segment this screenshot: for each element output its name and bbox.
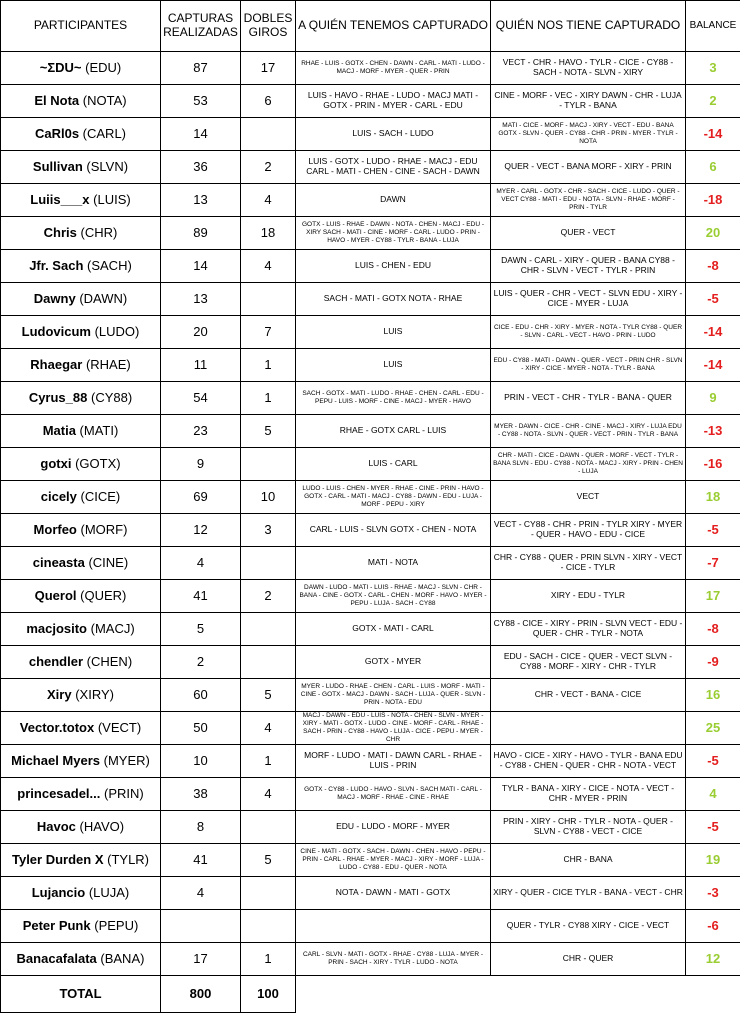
table-row xyxy=(1,580,740,613)
captured-us-cell: EDU - SACH - CICE - QUER - VECT SLVN - CY88 - MORF - XIRY - CHR - TYLR xyxy=(491,646,686,679)
doubles-cell: 7 xyxy=(241,316,296,349)
captures-cell: 11 xyxy=(161,349,241,382)
captures-cell: 13 xyxy=(161,283,241,316)
table-row xyxy=(1,349,740,382)
we-captured-cell: SACH - MATI - GOTX NOTA - RHAE xyxy=(296,283,491,316)
participant-name: Luiis___x xyxy=(30,192,89,207)
balance-cell: 9 xyxy=(686,382,740,415)
participant-name-cell xyxy=(1,613,161,646)
we-captured-cell: GOTX - MYER xyxy=(296,646,491,679)
table-row xyxy=(1,52,740,85)
captured-us-cell: CHR - BANA xyxy=(491,844,686,877)
we-captured-cell: MYER - LUDO - RHAE - CHEN - CARL - LUIS - MORF - MATI - CINE - GOTX - MACJ - DAWN - SACH - LUJA - QUER - SLVN - PRIN - NOTA - EDU xyxy=(296,679,491,712)
table-row xyxy=(1,184,740,217)
doubles-cell xyxy=(241,613,296,646)
doubles-cell: 4 xyxy=(241,250,296,283)
table-row xyxy=(1,118,740,151)
header-doubles: DOBLES GIROS xyxy=(241,1,296,52)
table-row xyxy=(1,316,740,349)
captured-us-cell: PRIN - XIRY - CHR - TYLR - NOTA - QUER - SLVN - CY88 - VECT - CICE xyxy=(491,811,686,844)
balance-cell: -8 xyxy=(686,250,740,283)
participant-code: (SACH) xyxy=(87,258,132,273)
balance-cell: -7 xyxy=(686,547,740,580)
participant-code: (PEPU) xyxy=(94,918,138,933)
we-captured-cell: CARL - LUIS - SLVN GOTX - CHEN - NOTA xyxy=(296,514,491,547)
balance-cell: 16 xyxy=(686,679,740,712)
total-captures: 800 xyxy=(161,976,241,1013)
table-row xyxy=(1,943,740,976)
captured-us-cell xyxy=(491,712,686,745)
balance-cell: -5 xyxy=(686,514,740,547)
captured-us-cell: CICE - EDU - CHR - XIRY - MYER - NOTA - TYLR CY88 - QUER - SLVN - CARL - VECT - HAVO - PRIN - LUDO xyxy=(491,316,686,349)
captured-us-cell: MYER - DAWN - CICE - CHR - CINE - MACJ - XIRY - LUJA EDU - CY88 - NOTA - SLVN - QUER - VECT - PRIN - TYLR - BANA xyxy=(491,415,686,448)
table-row xyxy=(1,745,740,778)
participant-name-cell xyxy=(1,250,161,283)
participant-code: (MATI) xyxy=(80,423,119,438)
balance-cell: -14 xyxy=(686,316,740,349)
we-captured-cell: GOTX - LUIS - RHAE - DAWN - NOTA - CHEN - MACJ - EDU - XIRY SACH - MATI - CINE - MORF - CARL - LUDO - PRIN - HAVO - MYER - CY88 - TYLR - BANA - LUJA xyxy=(296,217,491,250)
captures-cell: 50 xyxy=(161,712,241,745)
we-captured-cell: DAWN - LUDO - MATI - LUIS - RHAE - MACJ - SLVN - CHR - BANA - CINE - GOTX - CARL - CHEN - MORF - HAVO - MYER - PEPU - LUJA - SACH - CY88 xyxy=(296,580,491,613)
participant-name: princesadel... xyxy=(17,786,100,801)
doubles-cell: 17 xyxy=(241,52,296,85)
participant-code: (XIRY) xyxy=(75,687,114,702)
table-row xyxy=(1,877,740,910)
we-captured-cell: MORF - LUDO - MATI - DAWN CARL - RHAE - LUIS - PRIN xyxy=(296,745,491,778)
doubles-cell: 1 xyxy=(241,943,296,976)
we-captured-cell: GOTX - CY88 - LUDO - HAVO - SLVN - SACH MATI - CARL - MACJ - MORF - RHAE - CINE - RHAE xyxy=(296,778,491,811)
table-body xyxy=(1,52,740,976)
participant-code: (LUJA) xyxy=(89,885,129,900)
participant-name: Morfeo xyxy=(34,522,77,537)
captured-us-cell: CY88 - CICE - XIRY - PRIN - SLVN VECT - EDU - QUER - CHR - TYLR - NOTA xyxy=(491,613,686,646)
captured-us-cell: CHR - CY88 - QUER - PRIN SLVN - XIRY - VECT - CICE - TYLR xyxy=(491,547,686,580)
table-row xyxy=(1,283,740,316)
captured-us-cell: EDU - CY88 - MATI - DAWN - QUER - VECT - PRIN CHR - SLVN - XIRY - CICE - MYER - NOTA - TYLR - BANA xyxy=(491,349,686,382)
doubles-cell: 10 xyxy=(241,481,296,514)
captured-us-cell: PRIN - VECT - CHR - TYLR - BANA - QUER xyxy=(491,382,686,415)
participant-name-cell xyxy=(1,877,161,910)
participant-name-cell xyxy=(1,448,161,481)
participant-code: (HAVO) xyxy=(80,819,125,834)
doubles-cell: 6 xyxy=(241,85,296,118)
header-captured-by-us: A QUIÉN TENEMOS CAPTURADO xyxy=(296,1,491,52)
captured-us-cell: MATI - CICE - MORF - MACJ - XIRY - VECT - EDU - BANA GOTX - SLVN - QUER - CY88 - CHR - PRIN - MYER - TYLR - NOTA xyxy=(491,118,686,151)
balance-cell: -13 xyxy=(686,415,740,448)
table-row xyxy=(1,217,740,250)
captures-cell: 54 xyxy=(161,382,241,415)
participant-name: Havoc xyxy=(37,819,76,834)
participant-name: Sullivan xyxy=(33,159,83,174)
captures-cell: 4 xyxy=(161,547,241,580)
participant-name: Banacafalata xyxy=(17,951,97,966)
we-captured-cell: RHAE - LUIS - GOTX - CHEN - DAWN - CARL - MATI - LUDO - MACJ - MORF - MYER - QUER - PRIN xyxy=(296,52,491,85)
we-captured-cell: LUIS - GOTX - LUDO - RHAE - MACJ - EDU CARL - MATI - CHEN - CINE - SACH - DAWN xyxy=(296,151,491,184)
we-captured-cell: CARL - SLVN - MATI - GOTX - RHAE - CY88 - LUJA - MYER - PRIN - SACH - XIRY - TYLR - LUDO - NOTA xyxy=(296,943,491,976)
participant-name: Cyrus_88 xyxy=(29,390,88,405)
participant-name-cell xyxy=(1,514,161,547)
participant-name: ~ΣDU~ xyxy=(40,60,82,75)
participant-code: (PRIN) xyxy=(104,786,144,801)
we-captured-cell: LUIS xyxy=(296,349,491,382)
participant-name-cell xyxy=(1,316,161,349)
captures-cell: 9 xyxy=(161,448,241,481)
captured-us-cell: XIRY - EDU - TYLR xyxy=(491,580,686,613)
table-row xyxy=(1,778,740,811)
participant-code: (TYLR) xyxy=(107,852,149,867)
balance-cell: -8 xyxy=(686,613,740,646)
table-row xyxy=(1,811,740,844)
captures-cell: 14 xyxy=(161,250,241,283)
captures-cell: 41 xyxy=(161,580,241,613)
captures-cell: 87 xyxy=(161,52,241,85)
doubles-cell: 4 xyxy=(241,184,296,217)
doubles-cell xyxy=(241,910,296,943)
captures-cell: 17 xyxy=(161,943,241,976)
participant-code: (GOTX) xyxy=(75,456,121,471)
participant-name: Ludovicum xyxy=(22,324,91,339)
participant-name-cell xyxy=(1,712,161,745)
balance-cell: 18 xyxy=(686,481,740,514)
participant-name-cell xyxy=(1,745,161,778)
table-row xyxy=(1,151,740,184)
captures-cell: 5 xyxy=(161,613,241,646)
we-captured-cell: LUIS - CHEN - EDU xyxy=(296,250,491,283)
participant-name-cell xyxy=(1,415,161,448)
participant-name: chendler xyxy=(29,654,83,669)
participant-name-cell xyxy=(1,118,161,151)
participant-name-cell xyxy=(1,382,161,415)
we-captured-cell: MACJ - DAWN - EDU - LUIS - NOTA - CHEN - SLVN - MYER - XIRY - MATI - GOTX - LUDO - CINE - MORF - CARL - RHAE - SACH - PRIN - CY88 - HAVO - LUJA - CICE - PEPU - MYER - CHR xyxy=(296,712,491,745)
captured-us-cell: CHR - MATI - CICE - DAWN - QUER - MORF - VECT - TYLR - BANA SLVN - EDU - CY88 - NOTA - MACJ - XIRY - PRIN - CHEN - LUJA xyxy=(491,448,686,481)
participant-code: (NOTA) xyxy=(83,93,127,108)
table-row xyxy=(1,514,740,547)
table-row xyxy=(1,415,740,448)
table-row xyxy=(1,910,740,943)
captures-cell: 41 xyxy=(161,844,241,877)
participant-name: macjosito xyxy=(26,621,87,636)
participant-name-cell xyxy=(1,85,161,118)
doubles-cell: 1 xyxy=(241,382,296,415)
captures-cell: 12 xyxy=(161,514,241,547)
participant-code: (SLVN) xyxy=(86,159,128,174)
balance-cell: -16 xyxy=(686,448,740,481)
we-captured-cell: MATI - NOTA xyxy=(296,547,491,580)
we-captured-cell: NOTA - DAWN - MATI - GOTX xyxy=(296,877,491,910)
doubles-cell: 2 xyxy=(241,151,296,184)
balance-cell: -5 xyxy=(686,745,740,778)
we-captured-cell xyxy=(296,910,491,943)
participant-code: (EDU) xyxy=(85,60,121,75)
doubles-cell: 4 xyxy=(241,778,296,811)
we-captured-cell: SACH - GOTX - MATI - LUDO - RHAE - CHEN - CARL - EDU - PEPU - LUIS - MORF - CINE - MACJ - MYER - HAVO xyxy=(296,382,491,415)
balance-cell: 17 xyxy=(686,580,740,613)
participant-name: Lujancio xyxy=(32,885,85,900)
participant-name-cell xyxy=(1,283,161,316)
captured-us-cell: CHR - VECT - BANA - CICE xyxy=(491,679,686,712)
we-captured-cell: LUIS - SACH - LUDO xyxy=(296,118,491,151)
balance-cell: 4 xyxy=(686,778,740,811)
table-row xyxy=(1,382,740,415)
doubles-cell xyxy=(241,811,296,844)
balance-cell: -3 xyxy=(686,877,740,910)
table-row xyxy=(1,85,740,118)
header-participants: PARTICIPANTES xyxy=(1,1,161,52)
participant-name-cell xyxy=(1,481,161,514)
balance-cell: 19 xyxy=(686,844,740,877)
table-row xyxy=(1,250,740,283)
doubles-cell: 5 xyxy=(241,415,296,448)
table-row xyxy=(1,646,740,679)
table-row xyxy=(1,481,740,514)
participant-name-cell xyxy=(1,184,161,217)
captures-cell xyxy=(161,910,241,943)
participant-code: (BANA) xyxy=(100,951,144,966)
header-balance: BALANCE xyxy=(686,1,740,52)
participant-name-cell xyxy=(1,217,161,250)
captures-cell: 8 xyxy=(161,811,241,844)
total-doubles: 100 xyxy=(241,976,296,1013)
table-row xyxy=(1,613,740,646)
participant-name-cell xyxy=(1,778,161,811)
participant-code: (MYER) xyxy=(104,753,150,768)
participant-code: (VECT) xyxy=(98,720,141,735)
we-captured-cell: CINE - MATI - GOTX - SACH - DAWN - CHEN - HAVO - PEPU - PRIN - CARL - RHAE - MYER - MACJ - XIRY - MORF - LUJA - LUDO - CY88 - EDU - QUER - NOTA xyxy=(296,844,491,877)
doubles-cell: 5 xyxy=(241,679,296,712)
participant-code: (MORF) xyxy=(81,522,128,537)
participant-name-cell xyxy=(1,910,161,943)
captured-us-cell: XIRY - QUER - CICE TYLR - BANA - VECT - CHR xyxy=(491,877,686,910)
participant-name-cell xyxy=(1,151,161,184)
participant-name-cell xyxy=(1,811,161,844)
we-captured-cell: LUIS - CARL xyxy=(296,448,491,481)
table-row xyxy=(1,448,740,481)
participant-name: cineasta xyxy=(33,555,85,570)
participant-name: Michael Myers xyxy=(11,753,100,768)
participant-name: Vector.totox xyxy=(20,720,94,735)
captured-us-cell: DAWN - CARL - XIRY - QUER - BANA CY88 - CHR - SLVN - VECT - TYLR - PRIN xyxy=(491,250,686,283)
participant-code: (LUDO) xyxy=(95,324,140,339)
balance-cell: 2 xyxy=(686,85,740,118)
participant-name-cell xyxy=(1,844,161,877)
captures-cell: 23 xyxy=(161,415,241,448)
total-label: TOTAL xyxy=(1,976,161,1013)
participant-name-cell xyxy=(1,349,161,382)
doubles-cell: 2 xyxy=(241,580,296,613)
balance-cell: -6 xyxy=(686,910,740,943)
total-blank xyxy=(296,976,740,1013)
doubles-cell: 18 xyxy=(241,217,296,250)
header-captures: CAPTURAS REALIZADAS xyxy=(161,1,241,52)
doubles-cell xyxy=(241,118,296,151)
doubles-cell: 1 xyxy=(241,745,296,778)
participant-name-cell xyxy=(1,679,161,712)
participant-name: CaRl0s xyxy=(35,126,79,141)
we-captured-cell: LUIS - HAVO - RHAE - LUDO - MACJ MATI - GOTX - PRIN - MYER - CARL - EDU xyxy=(296,85,491,118)
captures-cell: 14 xyxy=(161,118,241,151)
captured-us-cell: VECT - CY88 - CHR - PRIN - TYLR XIRY - MYER - QUER - HAVO - EDU - CICE xyxy=(491,514,686,547)
participant-code: (CHR) xyxy=(81,225,118,240)
we-captured-cell: DAWN xyxy=(296,184,491,217)
table-row xyxy=(1,679,740,712)
participant-name-cell xyxy=(1,646,161,679)
captured-us-cell: QUER - TYLR - CY88 XIRY - CICE - VECT xyxy=(491,910,686,943)
doubles-cell: 5 xyxy=(241,844,296,877)
captures-cell: 36 xyxy=(161,151,241,184)
participant-name: Chris xyxy=(44,225,77,240)
participant-name: Matia xyxy=(43,423,76,438)
doubles-cell: 1 xyxy=(241,349,296,382)
participant-name-cell xyxy=(1,580,161,613)
balance-cell: -5 xyxy=(686,811,740,844)
header-captured-us: QUIÉN NOS TIENE CAPTURADO xyxy=(491,1,686,52)
table-row xyxy=(1,712,740,745)
captured-us-cell: VECT - CHR - HAVO - TYLR - CICE - CY88 - SACH - NOTA - SLVN - XIRY xyxy=(491,52,686,85)
participant-code: (CICE) xyxy=(81,489,121,504)
participant-name: Querol xyxy=(35,588,77,603)
captures-cell: 20 xyxy=(161,316,241,349)
participant-name: El Nota xyxy=(34,93,79,108)
we-captured-cell: LUIS xyxy=(296,316,491,349)
captured-us-cell: CHR - QUER xyxy=(491,943,686,976)
balance-cell: -9 xyxy=(686,646,740,679)
header-row xyxy=(1,1,740,52)
captures-cell: 89 xyxy=(161,217,241,250)
participant-name: Peter Punk xyxy=(23,918,91,933)
balance-cell: 12 xyxy=(686,943,740,976)
participant-name: gotxi xyxy=(40,456,71,471)
participant-name: cicely xyxy=(41,489,77,504)
doubles-cell xyxy=(241,547,296,580)
captured-us-cell: MYER - CARL - GOTX - CHR - SACH - CICE - LUDO - QUER - VECT CY88 - MATI - EDU - NOTA - SLVN - RHAE - MORF - PRIN - TYLR xyxy=(491,184,686,217)
captured-us-cell: QUER - VECT xyxy=(491,217,686,250)
participant-code: (RHAE) xyxy=(86,357,131,372)
captured-us-cell: HAVO - CICE - XIRY - HAVO - TYLR - BANA EDU - CY88 - CHEN - QUER - CHR - NOTA - VECT xyxy=(491,745,686,778)
captures-cell: 69 xyxy=(161,481,241,514)
table-row xyxy=(1,547,740,580)
participant-code: (CY88) xyxy=(91,390,132,405)
we-captured-cell: LUDO - LUIS - CHEN - MYER - RHAE - CINE - PRIN - HAVO - GOTX - CARL - MATI - MACJ - CY88 - DAWN - EDU - LUJA - MORF - PEPU - XIRY xyxy=(296,481,491,514)
participant-code: (CHEN) xyxy=(87,654,133,669)
balance-cell: -5 xyxy=(686,283,740,316)
doubles-cell xyxy=(241,283,296,316)
participant-code: (QUER) xyxy=(80,588,126,603)
captured-us-cell: VECT xyxy=(491,481,686,514)
balance-cell: 3 xyxy=(686,52,740,85)
balance-cell: 25 xyxy=(686,712,740,745)
captures-cell: 13 xyxy=(161,184,241,217)
doubles-cell: 3 xyxy=(241,514,296,547)
captures-cell: 4 xyxy=(161,877,241,910)
balance-cell: -18 xyxy=(686,184,740,217)
participant-name: Tyler Durden X xyxy=(12,852,104,867)
participant-name: Dawny xyxy=(34,291,76,306)
balance-cell: -14 xyxy=(686,349,740,382)
participant-code: (DAWN) xyxy=(79,291,127,306)
captures-cell: 2 xyxy=(161,646,241,679)
participant-name: Jfr. Sach xyxy=(29,258,83,273)
doubles-cell xyxy=(241,448,296,481)
participant-name: Xiry xyxy=(47,687,72,702)
participant-name-cell xyxy=(1,547,161,580)
captures-cell: 38 xyxy=(161,778,241,811)
participant-name-cell xyxy=(1,52,161,85)
captures-cell: 53 xyxy=(161,85,241,118)
participant-code: (CINE) xyxy=(88,555,128,570)
participant-code: (CARL) xyxy=(83,126,126,141)
doubles-cell xyxy=(241,646,296,679)
we-captured-cell: EDU - LUDO - MORF - MYER xyxy=(296,811,491,844)
table-row xyxy=(1,844,740,877)
participant-name-cell xyxy=(1,943,161,976)
doubles-cell xyxy=(241,877,296,910)
doubles-cell: 4 xyxy=(241,712,296,745)
we-captured-cell: GOTX - MATI - CARL xyxy=(296,613,491,646)
participant-name: Rhaegar xyxy=(30,357,82,372)
captured-us-cell: CINE - MORF - VEC - XIRY DAWN - CHR - LUJA - TYLR - BANA xyxy=(491,85,686,118)
balance-cell: 6 xyxy=(686,151,740,184)
captured-us-cell: TYLR - BANA - XIRY - CICE - NOTA - VECT - CHR - MYER - PRIN xyxy=(491,778,686,811)
balance-cell: 20 xyxy=(686,217,740,250)
captures-cell: 60 xyxy=(161,679,241,712)
balance-cell: -14 xyxy=(686,118,740,151)
participant-code: (MACJ) xyxy=(91,621,135,636)
we-captured-cell: RHAE - GOTX CARL - LUIS xyxy=(296,415,491,448)
participant-code: (LUIS) xyxy=(93,192,131,207)
total-row xyxy=(1,976,740,1013)
captured-us-cell: LUIS - QUER - CHR - VECT - SLVN EDU - XIRY - CICE - MYER - LUJA xyxy=(491,283,686,316)
captured-us-cell: QUER - VECT - BANA MORF - XIRY - PRIN xyxy=(491,151,686,184)
captures-cell: 10 xyxy=(161,745,241,778)
